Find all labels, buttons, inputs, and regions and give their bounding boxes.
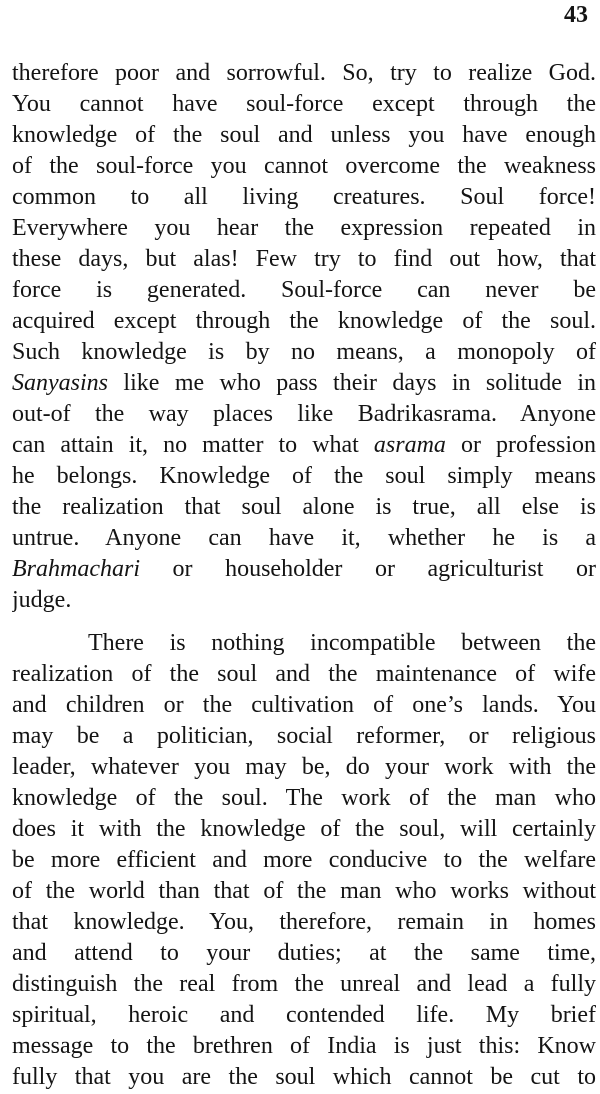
text-segment: spiritual, heroic and contended life. My brief <box>12 1002 596 1028</box>
text-segment: can attain it, no matter to what <box>12 432 374 458</box>
text-line <box>12 399 596 430</box>
text-segment: may be a politician, social reformer, or religious <box>12 723 596 749</box>
paragraph-2 <box>12 628 596 1093</box>
text-segment: message to the brethren of India is just this: Know <box>12 1033 596 1059</box>
italic-term: Sanyasins <box>12 370 108 396</box>
text-segment: judge. <box>12 587 72 613</box>
text-segment: acquired except through the knowledge of the soul. <box>12 308 596 334</box>
text-line <box>12 969 596 1000</box>
text-segment: be more efficient and more conducive to the welfare <box>12 847 596 873</box>
text-segment: these days, but alas! Few try to find out how, that <box>12 246 596 272</box>
text-segment: out-of the way places like Badrikasrama. Anyone <box>12 401 596 427</box>
italic-term: Brahmachari <box>12 556 140 582</box>
text-line <box>12 1000 596 1031</box>
text-segment: leader, whatever you may be, do your work with the <box>12 754 596 780</box>
text-segment: of the soul-force you cannot overcome the weakness <box>12 153 596 179</box>
text-segment: he belongs. Knowledge of the soul simply means <box>12 463 596 489</box>
text-line <box>12 275 596 306</box>
text-segment: therefore poor and sorrowful. So, try to realize God. <box>12 60 596 86</box>
text-line <box>12 430 596 461</box>
text-segment: like me who pass their days in solitude in <box>108 370 596 396</box>
text-line <box>12 368 596 399</box>
text-line <box>12 523 596 554</box>
text-segment: common to all living creatures. Soul force! <box>12 184 596 210</box>
text-line <box>12 845 596 876</box>
text-line <box>12 876 596 907</box>
text-line <box>12 1031 596 1062</box>
text-line <box>12 752 596 783</box>
page-number: 43 <box>564 2 588 28</box>
text-line <box>12 907 596 938</box>
text-segment: or profession <box>445 432 596 458</box>
text-segment: distinguish the real from the unreal and lead a fully <box>12 971 596 997</box>
text-line <box>12 938 596 969</box>
text-line <box>12 783 596 814</box>
text-segment: and attend to your duties; at the same time, <box>12 940 596 966</box>
text-line <box>12 461 596 492</box>
text-line <box>12 182 596 213</box>
text-line <box>12 337 596 368</box>
text-line <box>12 585 596 616</box>
text-segment: of the world than that of the man who works without <box>12 878 596 904</box>
text-line <box>12 1062 596 1093</box>
text-segment: realization of the soul and the maintenance of wife <box>12 661 596 687</box>
text-line <box>12 306 596 337</box>
text-segment: or householder or agriculturist or <box>140 556 596 582</box>
text-segment: and children or the cultivation of one’s lands. You <box>12 692 596 718</box>
text-line <box>12 628 596 659</box>
text-line <box>12 492 596 523</box>
text-line <box>12 151 596 182</box>
text-segment: force is generated. Soul-force can never be <box>12 277 596 303</box>
text-line <box>12 659 596 690</box>
text-line <box>12 120 596 151</box>
text-segment: fully that you are the soul which cannot be cut to <box>12 1064 596 1090</box>
text-segment: untrue. Anyone can have it, whether he is a <box>12 525 596 551</box>
italic-term: asrama <box>373 432 446 458</box>
text-line <box>12 721 596 752</box>
paragraph-1 <box>12 58 596 616</box>
text-line <box>12 213 596 244</box>
text-segment: There is nothing incompatible between the <box>88 630 596 656</box>
text-line <box>12 554 596 585</box>
text-segment: knowledge of the soul and unless you have enough <box>12 122 596 148</box>
text-line <box>12 58 596 89</box>
text-segment: You cannot have soul-force except through the <box>12 91 596 117</box>
text-segment: the realization that soul alone is true, all else is <box>12 494 596 520</box>
text-line <box>12 814 596 845</box>
text-segment: knowledge of the soul. The work of the man who <box>12 785 596 811</box>
text-line <box>12 89 596 120</box>
text-segment: Such knowledge is by no means, a monopoly of <box>12 339 596 365</box>
text-line <box>12 690 596 721</box>
text-segment: does it with the knowledge of the soul, will certainly <box>12 816 596 842</box>
text-line <box>12 244 596 275</box>
text-segment: that knowledge. You, therefore, remain in homes <box>12 909 596 935</box>
text-segment: Everywhere you hear the expression repeated in <box>12 215 596 241</box>
